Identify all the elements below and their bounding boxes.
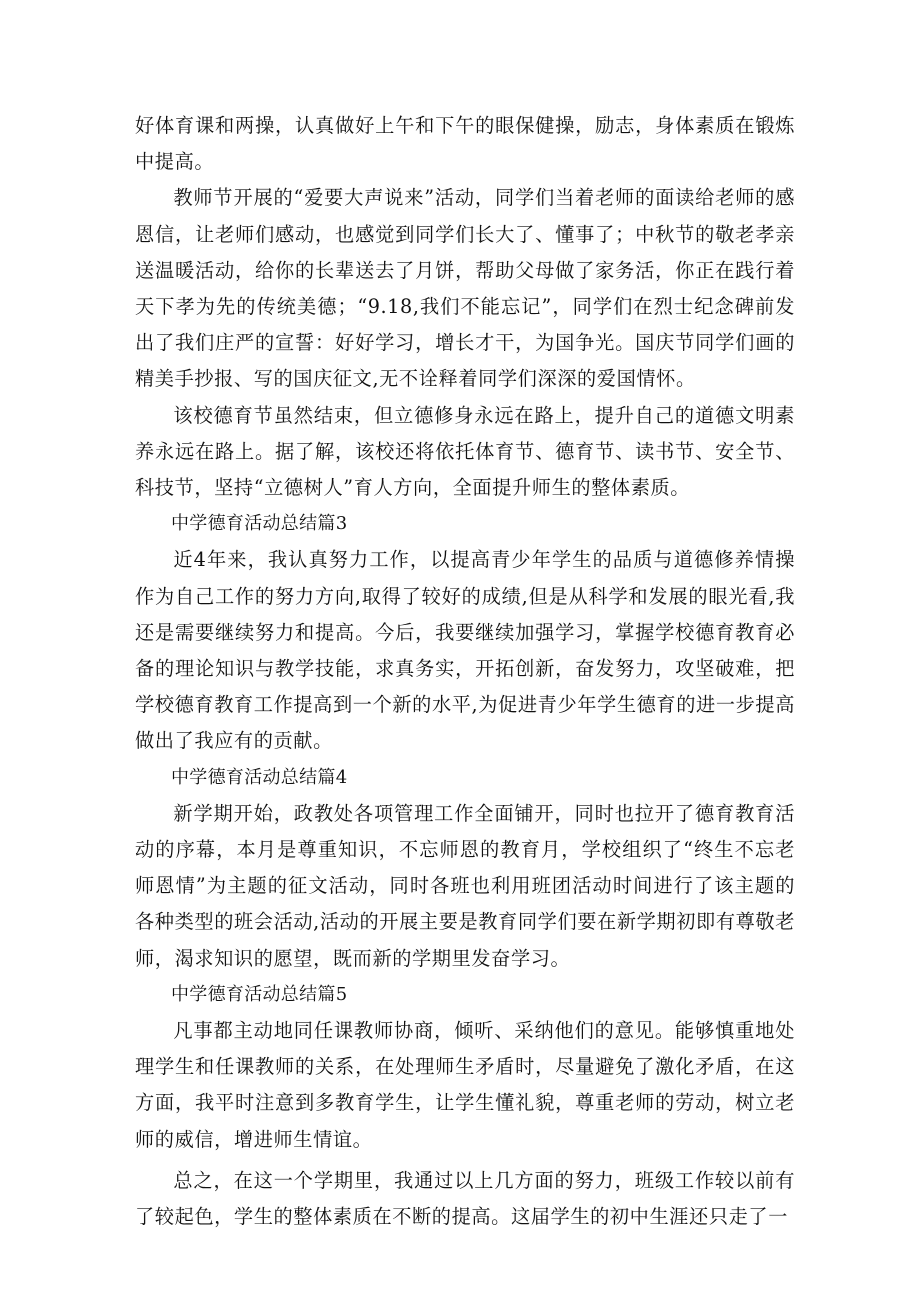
section-heading-3: 中学德育活动总结篇3 bbox=[171, 513, 348, 535]
paragraph-moral-festival: 该校德育节虽然结束，但立德修身永远在路上，提升自己的道德文明素养永远在路上。据了解，该校还将依托体育节、德育节、读书节、安全节、科技节，坚持“立德树人”育人方向，全面提升师生的整体素质。 bbox=[135, 403, 795, 500]
section-heading-4: 中学德育活动总结篇4 bbox=[171, 766, 348, 788]
paragraph-section-5: 凡事都主动地同任课教师协商，倾听、采纳他们的意见。能够慎重地处理学生和任课教师的关系，在处理师生矛盾时，尽量避免了激化矛盾，在这方面，我平时注意到多教育学生，让学生懂礼貌，尊重老师的劳动，树立老师的威信，增进师生情谊。 bbox=[135, 1019, 795, 1151]
document-page bbox=[135, 108, 795, 1235]
paragraph-teachers-day: 教师节开展的“爱要大声说来”活动，同学们当着老师的面读给老师的感恩信，让老师们感动，也感觉到同学们长大了、懂事了；中秋节的敬老孝亲送温暖活动，给你的长辈送去了月饼，帮助父母做了家务活，你正在践行着天下孝为先的传统美德；“9.18,我们不能忘记”，同学们在烈士纪念碑前发出了我们庄严的宣誓：好好学习，增长才干，为国争光。国庆节同学们画的精美手抄报、写的国庆征文,无不诠释着同学们深深的爱国情怀。 bbox=[135, 186, 795, 391]
section-heading-5: 中学德育活动总结篇5 bbox=[171, 983, 348, 1005]
paragraph-section-4: 新学期开始，政教处各项管理工作全面铺开，同时也拉开了德育教育活动的序幕，本月是尊重知识，不忘师恩的教育月，学校组织了“终生不忘老师恩情”为主题的征文活动，同时各班也利用班团活动时间进行了该主题的各种类型的班会活动,活动的开展主要是教育同学们要在新学期初即有尊敬老师，渴求知识的愿望，既而新的学期里发奋学习。 bbox=[135, 801, 795, 970]
paragraph-section-3: 近4年来，我认真努力工作，以提高青少年学生的品质与道德修养情操作为自己工作的努力方向,取得了较好的成绩,但是从科学和发展的眼光看,我还是需要继续努力和提高。今后，我要继续加强学习，掌握学校德育教育必备的理论知识与教学技能，求真务实，开拓创新，奋发努力，攻坚破难，把学校德育教育工作提高到一个新的水平,为促进青少年学生德育的进一步提高做出了我应有的贡献。 bbox=[135, 548, 795, 753]
paragraph-conclusion: 总之，在这一个学期里，我通过以上几方面的努力，班级工作较以前有了较起色，学生的整体素质在不断的提高。这届学生的初中生涯还只走了一 bbox=[135, 1168, 795, 1229]
paragraph-continuation: 好体育课和两操，认真做好上午和下午的眼保健操，励志，身体素质在锻炼中提高。 bbox=[135, 114, 795, 174]
